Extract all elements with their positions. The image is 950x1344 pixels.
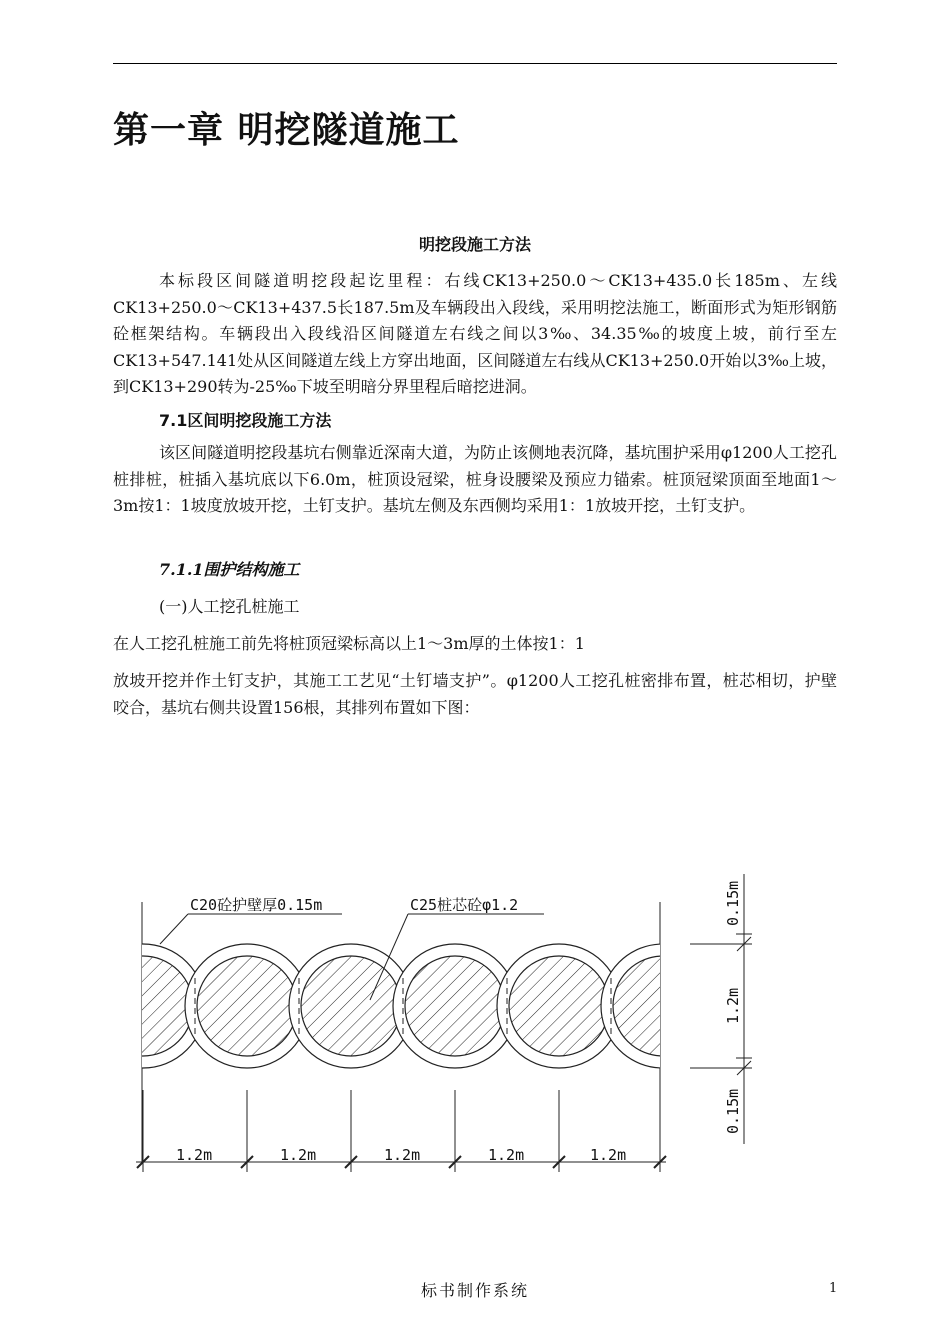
heading-7-1: 7.1区间明挖段施工方法 <box>159 411 332 430</box>
section-heading: 明挖段施工方法 <box>418 235 531 254</box>
dim-bottom: 0.15m <box>724 1088 742 1134</box>
paragraph-3: 在人工挖孔桩施工前先将桩顶冠梁标高以上1～3m厚的土体按1：1 <box>113 634 585 653</box>
core-label: C25桩芯砼φ1.2 <box>410 896 519 914</box>
wall-label: C20砼护壁厚0.15m <box>190 896 323 914</box>
spacing-label: 1.2m <box>280 1146 317 1164</box>
paragraph-2: 该区间隧道明挖段基坑右侧靠近深南大道，为防止该侧地表沉降，基坑围护采用φ1200人工挖孔桩排桩，桩插入基坑底以下6.0m，桩顶设冠梁，桩身设腰梁及预应力锚索。桩顶冠梁顶面至地面1～3m按1：1坡度放坡开挖，土钉支护。基坑左侧及东西侧均采用1：1放坡开挖，土钉支护。 <box>113 443 837 515</box>
pile <box>601 944 725 1068</box>
heading-7-1-1: 7.1.1围护结构施工 <box>159 560 300 579</box>
footer-text: 标书制作系统 <box>420 1281 529 1300</box>
spacing-label: 1.2m <box>176 1146 213 1164</box>
item-heading: (一)人工挖孔桩施工 <box>159 597 300 616</box>
pile-row <box>120 944 725 1068</box>
dim-middle: 1.2m <box>724 987 742 1024</box>
page-number: 1 <box>829 1281 838 1296</box>
spacing-label: 1.2m <box>384 1146 421 1164</box>
paragraph-1: 本标段区间隧道明挖段起讫里程：右线CK13+250.0～CK13+435.0长185m、左线CK13+250.0～CK13+437.5长187.5m及车辆段出入段线，采用明挖法施工，断面形式为矩形钢筋砼框架结构。车辆段出入段线沿区间隧道左右线之间以3‰、34.35‰的坡度上坡，前行至左CK13+547.141处从区间隧道左线上方穿出地面，区间隧道左右线从CK13+250.0开始以3‰上坡，到CK13+290转为-25‰下坡至明暗分界里程后暗挖进洞。 <box>113 271 837 396</box>
paragraph-4: 放坡开挖并作土钉支护，其施工工艺见“土钉墙支护”。φ1200人工挖孔桩密排布置，桩芯相切，护壁咬合，基坑右侧共设置156根，其排列布置如下图： <box>113 671 837 717</box>
dim-top: 0.15m <box>724 880 742 926</box>
header-rule <box>113 63 837 64</box>
spacing-label: 1.2m <box>590 1146 627 1164</box>
chapter-title: 第一章 明挖隧道施工 <box>113 110 460 151</box>
spacing-label: 1.2m <box>488 1146 525 1164</box>
pile-layout-figure <box>120 862 780 1192</box>
